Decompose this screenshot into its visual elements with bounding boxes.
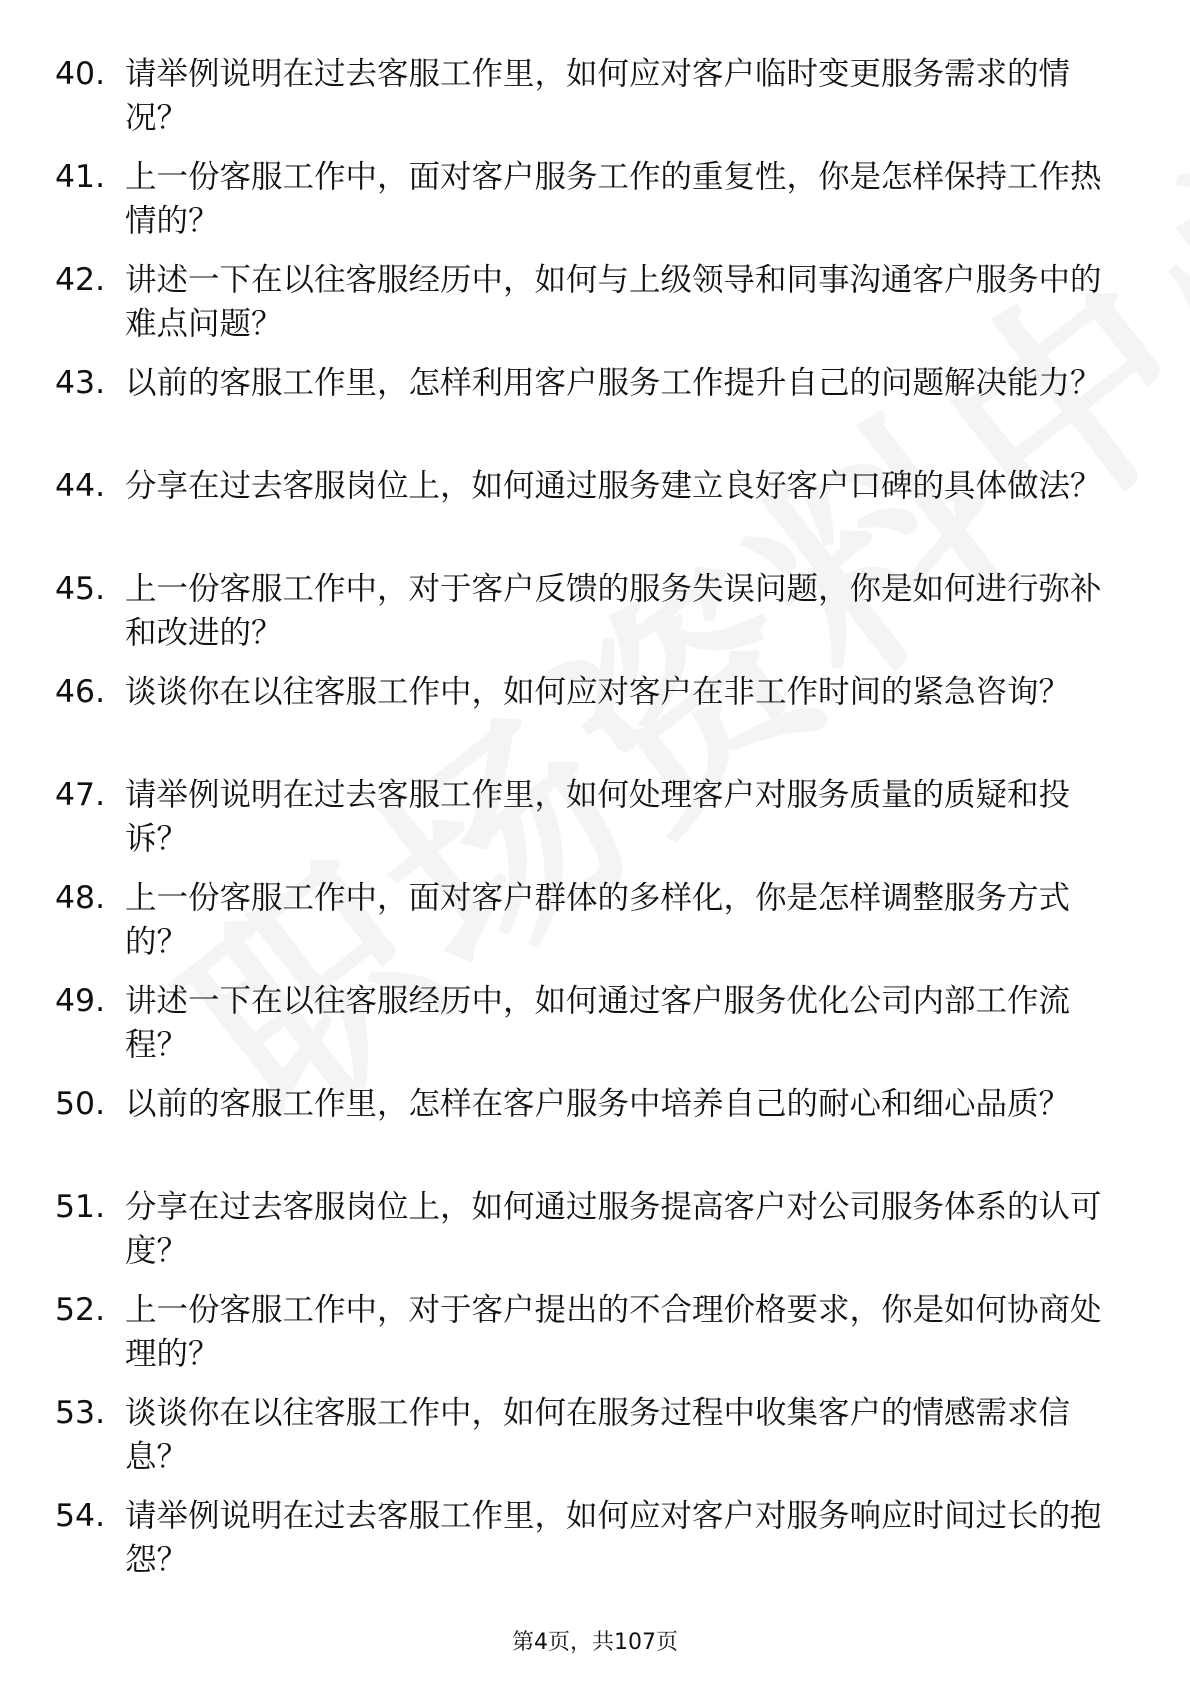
question-number: 53. bbox=[55, 1395, 106, 1431]
question-item bbox=[55, 258, 1115, 361]
question-text: 上一份客服工作中，对于客户反馈的服务失误问题，你是如何进行弥补和改进的？ bbox=[125, 571, 1102, 651]
question-text: 以前的客服工作里，怎样在客户服务中培养自己的耐心和细心品质？ bbox=[125, 1086, 1071, 1122]
question-item bbox=[55, 1185, 1115, 1288]
question-number: 41. bbox=[55, 159, 106, 195]
question-number: 51. bbox=[55, 1189, 106, 1225]
question-item bbox=[55, 1391, 1115, 1494]
question-list bbox=[55, 52, 1115, 1597]
question-item bbox=[55, 1494, 1115, 1597]
question-text: 上一份客服工作中，对于客户提出的不合理价格要求，你是如何协商处理的？ bbox=[125, 1292, 1102, 1372]
question-text: 分享在过去客服岗位上，如何通过服务提高客户对公司服务体系的认可度？ bbox=[125, 1189, 1102, 1269]
question-item bbox=[55, 1288, 1115, 1391]
question-text: 上一份客服工作中，面对客户群体的多样化，你是怎样调整服务方式的？ bbox=[125, 880, 1071, 960]
question-text: 谈谈你在以往客服工作中，如何应对客户在非工作时间的紧急咨询？ bbox=[125, 674, 1071, 710]
question-number: 54. bbox=[55, 1498, 106, 1534]
question-text: 讲述一下在以往客服经历中，如何与上级领导和同事沟通客户服务中的难点问题？ bbox=[125, 262, 1102, 342]
question-text: 请举例说明在过去客服工作里，如何应对客户临时变更服务需求的情况？ bbox=[125, 56, 1071, 136]
question-item bbox=[55, 876, 1115, 979]
question-item bbox=[55, 567, 1115, 670]
question-item bbox=[55, 464, 1115, 567]
question-text: 请举例说明在过去客服工作里，如何处理客户对服务质量的质疑和投诉？ bbox=[125, 777, 1071, 857]
question-number: 47. bbox=[55, 777, 106, 813]
question-text: 请举例说明在过去客服工作里，如何应对客户对服务响应时间过长的抱怨？ bbox=[125, 1498, 1102, 1578]
question-number: 46. bbox=[55, 674, 106, 710]
question-number: 43. bbox=[55, 365, 106, 401]
question-item bbox=[55, 670, 1115, 773]
question-number: 40. bbox=[55, 56, 106, 92]
question-number: 49. bbox=[55, 983, 106, 1019]
question-number: 45. bbox=[55, 571, 106, 607]
question-text: 分享在过去客服岗位上，如何通过服务建立良好客户口碑的具体做法？ bbox=[125, 468, 1102, 504]
question-item bbox=[55, 1082, 1115, 1185]
question-number: 44. bbox=[55, 468, 106, 504]
question-number: 52. bbox=[55, 1292, 106, 1328]
page-footer: 第4页，共107页 bbox=[512, 1630, 678, 1655]
question-text: 谈谈你在以往客服工作中，如何在服务过程中收集客户的情感需求信息？ bbox=[125, 1395, 1071, 1475]
question-number: 50. bbox=[55, 1086, 106, 1122]
question-number: 48. bbox=[55, 880, 106, 916]
question-item bbox=[55, 979, 1115, 1082]
question-text: 以前的客服工作里，怎样利用客户服务工作提升自己的问题解决能力？ bbox=[125, 365, 1102, 401]
question-item bbox=[55, 52, 1115, 155]
question-number: 42. bbox=[55, 262, 106, 298]
question-text: 讲述一下在以往客服经历中，如何通过客户服务优化公司内部工作流程？ bbox=[125, 983, 1071, 1063]
question-item bbox=[55, 773, 1115, 876]
question-item bbox=[55, 155, 1115, 258]
question-item bbox=[55, 361, 1115, 464]
question-text: 上一份客服工作中，面对客户服务工作的重复性，你是怎样保持工作热情的？ bbox=[125, 159, 1102, 239]
